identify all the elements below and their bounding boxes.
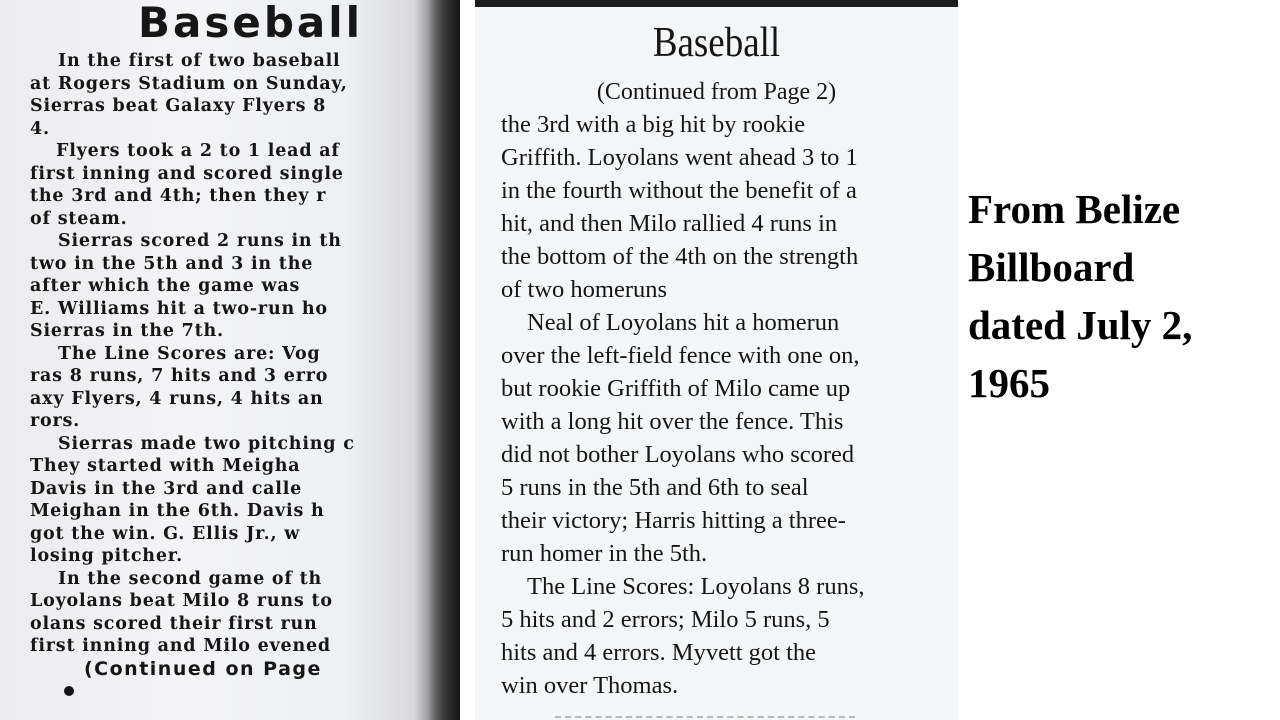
left-article-line: olans scored their first run: [30, 613, 318, 634]
right-article-line: the 3rd with a big hit by rookie: [501, 111, 806, 138]
left-article-line: at Rogers Stadium on Sunday,: [30, 73, 348, 94]
right-article-line: but rookie Griffith of Milo came up: [501, 375, 851, 402]
right-article-line: did not bother Loyolans who scored: [501, 441, 855, 468]
left-article-line: losing pitcher.: [30, 546, 184, 566]
left-article-line: axy Flyers, 4 runs, 4 hits an: [30, 388, 324, 409]
left-article-line: of steam.: [30, 208, 128, 229]
left-article-line: Meighan in the 6th. Davis h: [30, 501, 325, 521]
source-caption: [968, 180, 1268, 412]
right-article-line: the bottom of the 4th on the strength: [501, 243, 859, 270]
right-article-line: 5 runs in the 5th and 6th to seal: [501, 474, 809, 501]
left-headline: Baseball: [138, 0, 364, 47]
caption-line: Billboard: [968, 244, 1135, 290]
left-article-line: rors.: [30, 411, 81, 431]
left-article-line: Davis in the 3rd and calle: [30, 478, 303, 499]
caption-line: dated July 2,: [968, 302, 1193, 348]
left-article-line: Sierras in the 7th.: [30, 321, 224, 341]
left-article-line: first inning and Milo evened: [30, 636, 331, 656]
fold-shadow: [428, 0, 460, 720]
left-article-line: two in the 5th and 3 in the: [30, 253, 314, 274]
right-newspaper-clipping: [475, 0, 958, 720]
right-article-line: over the left-field fence with one on,: [501, 342, 860, 369]
left-newspaper-clipping: [0, 0, 460, 720]
right-article-line: with a long hit over the fence. This: [501, 408, 844, 435]
right-article-line: The Line Scores: Loyolans 8 runs,: [527, 573, 865, 600]
right-article-line: in the fourth without the benefit of a: [501, 177, 857, 204]
right-article-line: Griffith. Loyolans went ahead 3 to 1: [501, 144, 858, 171]
left-article-line: Sierras scored 2 runs in th: [58, 231, 342, 251]
right-article-line: 5 hits and 2 errors; Milo 5 runs, 5: [501, 606, 830, 633]
left-article-line: 4.: [30, 118, 50, 139]
right-article-line: of two homeruns: [501, 276, 668, 303]
right-article-body: [501, 108, 958, 702]
right-headline: Baseball: [652, 20, 781, 66]
left-article-line: the 3rd and 4th; then they r: [30, 186, 327, 206]
right-article-line: hits and 4 errors. Myvett got the: [501, 639, 817, 666]
left-article-line: Sierras beat Galaxy Flyers 8: [30, 96, 327, 116]
caption-line: From Belize: [968, 186, 1181, 232]
left-article-line: first inning and scored single: [30, 163, 344, 184]
left-continued-notice: (Continued on Page: [84, 657, 322, 680]
left-article-body: [30, 50, 450, 680]
right-article-line: hit, and then Milo rallied 4 runs in: [501, 210, 838, 237]
left-article-line: got the win. G. Ellis Jr., w: [30, 523, 301, 544]
left-article-line: In the first of two baseball: [58, 51, 341, 71]
ink-spot: [64, 686, 74, 696]
right-article-line: run homer in the 5th.: [501, 540, 708, 567]
caption-line: 1965: [968, 360, 1050, 406]
left-article-line: Loyolans beat Milo 8 runs to: [30, 591, 333, 611]
right-article-line: win over Thomas.: [501, 672, 679, 699]
left-article-line: In the second game of th: [58, 568, 323, 589]
left-article-line: ras 8 runs, 7 hits and 3 erro: [30, 366, 329, 386]
left-article-line: Sierras made two pitching c: [58, 433, 355, 454]
left-article-line: E. Williams hit a two-run ho: [30, 298, 328, 319]
right-article-line: their victory; Harris hitting a three-: [501, 507, 846, 534]
right-article-line: Neal of Loyolans hit a homerun: [527, 309, 840, 336]
clipping-bottom-edge: [555, 716, 855, 720]
left-article-line: They started with Meigha: [30, 456, 301, 476]
left-article-line: Flyers took a 2 to 1 lead af: [56, 141, 340, 161]
clipping-top-edge: [475, 0, 958, 7]
continued-from-notice: (Continued from Page 2): [596, 79, 837, 105]
left-article-line: after which the game was: [30, 276, 301, 296]
left-article-line: The Line Scores are: Vog: [58, 343, 321, 364]
